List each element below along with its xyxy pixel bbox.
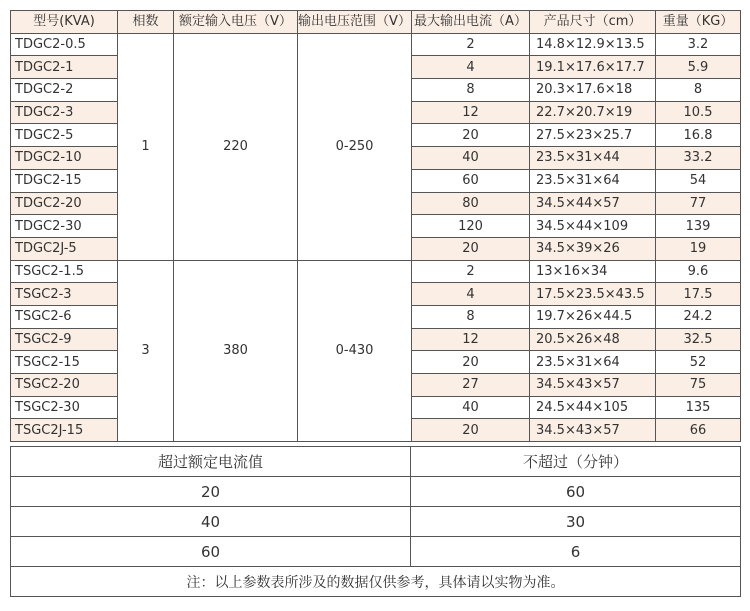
size-cell: 34.5×44×109 (530, 215, 656, 238)
phase-cell: 3 (118, 260, 174, 442)
model-cell: TDGC2-30 (11, 215, 118, 238)
overload-table (10, 446, 741, 597)
size-cell: 23.5×31×64 (530, 351, 656, 374)
overload-current: 40 (11, 507, 411, 537)
header-size: 产品尺寸（cm） (530, 11, 656, 34)
current-cell: 120 (412, 215, 530, 238)
weight-cell: 139 (656, 215, 741, 238)
overload-header-minutes: 不超过（分钟） (411, 447, 741, 477)
weight-cell: 24.2 (656, 305, 741, 328)
overload-row (11, 477, 741, 507)
current-cell: 20 (412, 419, 530, 442)
current-cell: 60 (412, 169, 530, 192)
weight-cell: 16.8 (656, 124, 741, 147)
weight-cell: 32.5 (656, 328, 741, 351)
size-cell: 20.3×17.6×18 (530, 79, 656, 102)
header-model: 型号(KVA) (11, 11, 118, 34)
weight-cell: 75 (656, 374, 741, 397)
phase-cell: 1 (118, 33, 174, 260)
model-cell: TSGC2-30 (11, 396, 118, 419)
size-cell: 34.5×43×57 (530, 419, 656, 442)
model-cell: TDGC2-1 (11, 56, 118, 79)
overload-current: 20 (11, 477, 411, 507)
header-output-range: 输出电压范围（V） (298, 11, 412, 34)
model-cell: TSGC2-6 (11, 305, 118, 328)
weight-cell: 77 (656, 192, 741, 215)
weight-cell: 54 (656, 169, 741, 192)
model-cell: TSGC2J-15 (11, 419, 118, 442)
size-cell: 14.8×12.9×13.5 (530, 33, 656, 56)
current-cell: 2 (412, 33, 530, 56)
size-cell: 19.1×17.6×17.7 (530, 56, 656, 79)
model-cell: TDGC2-2 (11, 79, 118, 102)
overload-minutes: 30 (411, 507, 741, 537)
current-cell: 20 (412, 124, 530, 147)
spec-row (11, 260, 741, 283)
input-voltage-cell: 380 (174, 260, 298, 442)
size-cell: 17.5×23.5×43.5 (530, 283, 656, 306)
current-cell: 4 (412, 56, 530, 79)
current-cell: 27 (412, 374, 530, 397)
model-cell: TDGC2-10 (11, 147, 118, 170)
weight-cell: 19 (656, 237, 741, 260)
overload-header-current: 超过额定电流值 (11, 447, 411, 477)
model-cell: TSGC2-20 (11, 374, 118, 397)
output-range-cell: 0-430 (298, 260, 412, 442)
model-cell: TDGC2-0.5 (11, 33, 118, 56)
current-cell: 8 (412, 79, 530, 102)
size-cell: 22.7×20.7×19 (530, 101, 656, 124)
size-cell: 23.5×31×64 (530, 169, 656, 192)
header-input-voltage: 额定输入电压（V） (174, 11, 298, 34)
overload-row (11, 537, 741, 567)
spec-header-row (11, 11, 741, 34)
model-cell: TDGC2-15 (11, 169, 118, 192)
size-cell: 34.5×43×57 (530, 374, 656, 397)
spec-table (10, 10, 741, 442)
header-weight: 重量（KG） (656, 11, 741, 34)
model-cell: TSGC2-1.5 (11, 260, 118, 283)
weight-cell: 33.2 (656, 147, 741, 170)
current-cell: 40 (412, 147, 530, 170)
model-cell: TDGC2J-5 (11, 237, 118, 260)
note-row (11, 567, 741, 597)
current-cell: 20 (412, 351, 530, 374)
weight-cell: 66 (656, 419, 741, 442)
weight-cell: 135 (656, 396, 741, 419)
overload-minutes: 6 (411, 537, 741, 567)
current-cell: 4 (412, 283, 530, 306)
size-cell: 19.7×26×44.5 (530, 305, 656, 328)
weight-cell: 3.2 (656, 33, 741, 56)
size-cell: 13×16×34 (530, 260, 656, 283)
output-range-cell: 0-250 (298, 33, 412, 260)
note-text: 注：以上参数表所涉及的数据仅供参考，具体请以实物为准。 (11, 567, 741, 597)
header-max-current: 最大输出电流（A） (412, 11, 530, 34)
overload-header-row (11, 447, 741, 477)
overload-row (11, 507, 741, 537)
weight-cell: 9.6 (656, 260, 741, 283)
current-cell: 8 (412, 305, 530, 328)
size-cell: 27.5×23×25.7 (530, 124, 656, 147)
weight-cell: 17.5 (656, 283, 741, 306)
weight-cell: 8 (656, 79, 741, 102)
model-cell: TDGC2-5 (11, 124, 118, 147)
size-cell: 34.5×39×26 (530, 237, 656, 260)
weight-cell: 10.5 (656, 101, 741, 124)
current-cell: 12 (412, 101, 530, 124)
model-cell: TSGC2-15 (11, 351, 118, 374)
model-cell: TSGC2-9 (11, 328, 118, 351)
current-cell: 40 (412, 396, 530, 419)
size-cell: 20.5×26×48 (530, 328, 656, 351)
model-cell: TSGC2-3 (11, 283, 118, 306)
model-cell: TDGC2-20 (11, 192, 118, 215)
current-cell: 2 (412, 260, 530, 283)
size-cell: 23.5×31×44 (530, 147, 656, 170)
weight-cell: 5.9 (656, 56, 741, 79)
size-cell: 24.5×44×105 (530, 396, 656, 419)
header-phase: 相数 (118, 11, 174, 34)
input-voltage-cell: 220 (174, 33, 298, 260)
weight-cell: 52 (656, 351, 741, 374)
spec-row (11, 33, 741, 56)
current-cell: 12 (412, 328, 530, 351)
model-cell: TDGC2-3 (11, 101, 118, 124)
current-cell: 80 (412, 192, 530, 215)
current-cell: 20 (412, 237, 530, 260)
overload-current: 60 (11, 537, 411, 567)
overload-minutes: 60 (411, 477, 741, 507)
size-cell: 34.5×44×57 (530, 192, 656, 215)
